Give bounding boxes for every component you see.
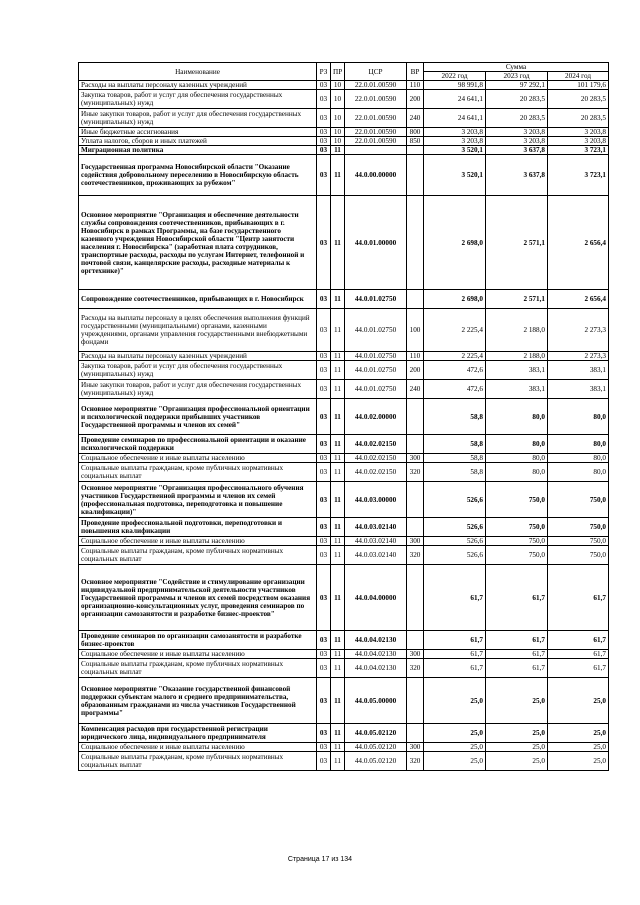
cell-csr: 22.0.01.00590 <box>345 137 407 146</box>
cell-csr: 44.0.05.02120 <box>345 752 407 771</box>
cell-y2: 25,0 <box>486 743 548 752</box>
cell-pr: 11 <box>331 724 345 743</box>
cell-y3: 25,0 <box>548 678 609 724</box>
cell-name: Социальные выплаты гражданам, кроме публичных нормативных социальных выплат <box>79 463 317 482</box>
cell-vr <box>407 155 424 196</box>
cell-csr: 22.0.01.00590 <box>345 128 407 137</box>
cell-y3: 2 656,4 <box>548 196 609 290</box>
cell-y3: 25,0 <box>548 743 609 752</box>
cell-csr: 44.0.01.02750 <box>345 352 407 361</box>
cell-y1: 25,0 <box>424 678 486 724</box>
budget-table <box>78 62 609 771</box>
cell-y1: 61,7 <box>424 565 486 631</box>
cell-pr: 11 <box>331 155 345 196</box>
cell-rz: 03 <box>317 196 331 290</box>
cell-vr: 110 <box>407 81 424 90</box>
cell-y2: 61,7 <box>486 565 548 631</box>
cell-rz: 03 <box>317 631 331 650</box>
cell-rz: 03 <box>317 678 331 724</box>
cell-name: Миграционная политика <box>79 146 317 155</box>
cell-pr: 11 <box>331 399 345 435</box>
cell-name: Социальное обеспечение и иные выплаты населению <box>79 743 317 752</box>
table-row <box>79 361 609 380</box>
cell-vr: 320 <box>407 752 424 771</box>
cell-vr: 100 <box>407 309 424 352</box>
header-sum: Сумма <box>424 63 609 72</box>
cell-vr: 300 <box>407 537 424 546</box>
header-year-2024: 2024 год <box>548 72 609 81</box>
cell-rz: 03 <box>317 81 331 90</box>
cell-name: Проведение семинаров по профессиональной ориентации и оказание психологической поддержки <box>79 435 317 454</box>
cell-rz: 03 <box>317 463 331 482</box>
cell-csr: 44.0.04.00000 <box>345 565 407 631</box>
table-row <box>79 399 609 435</box>
cell-csr: 44.0.02.02150 <box>345 454 407 463</box>
cell-y3: 750,0 <box>548 518 609 537</box>
cell-vr: 240 <box>407 109 424 128</box>
cell-y3: 25,0 <box>548 724 609 743</box>
table-row <box>79 659 609 678</box>
cell-y1: 472,6 <box>424 361 486 380</box>
cell-y3: 3 723,1 <box>548 155 609 196</box>
cell-vr: 200 <box>407 361 424 380</box>
table-row <box>79 90 609 109</box>
table-row <box>79 352 609 361</box>
cell-y3: 2 273,3 <box>548 309 609 352</box>
cell-y1: 24 641,1 <box>424 90 486 109</box>
cell-rz: 03 <box>317 146 331 155</box>
cell-rz: 03 <box>317 724 331 743</box>
cell-rz: 03 <box>317 518 331 537</box>
table-row <box>79 743 609 752</box>
cell-pr: 11 <box>331 435 345 454</box>
cell-y3: 61,7 <box>548 650 609 659</box>
cell-vr: 300 <box>407 454 424 463</box>
cell-pr: 11 <box>331 482 345 518</box>
cell-y3: 20 283,5 <box>548 109 609 128</box>
header-name: Наименование <box>79 63 317 81</box>
cell-name: Социальное обеспечение и иные выплаты населению <box>79 650 317 659</box>
cell-pr: 11 <box>331 309 345 352</box>
cell-name: Расходы на выплаты персоналу казенных учреждений <box>79 352 317 361</box>
cell-csr: 44.0.02.02150 <box>345 463 407 482</box>
cell-y1: 58,8 <box>424 463 486 482</box>
cell-pr: 10 <box>331 90 345 109</box>
cell-name: Социальные выплаты гражданам, кроме публичных нормативных социальных выплат <box>79 546 317 565</box>
cell-rz: 03 <box>317 659 331 678</box>
cell-csr: 22.0.01.00590 <box>345 109 407 128</box>
cell-pr: 10 <box>331 128 345 137</box>
cell-y3: 750,0 <box>548 482 609 518</box>
cell-name: Уплата налогов, сборов и иных платежей <box>79 137 317 146</box>
cell-name: Иные закупки товаров, работ и услуг для обеспечения государственных (муниципальных) нужд <box>79 109 317 128</box>
cell-csr: 44.0.01.00000 <box>345 196 407 290</box>
cell-y3: 383,1 <box>548 361 609 380</box>
cell-y1: 25,0 <box>424 743 486 752</box>
header-year-2022: 2022 год <box>424 72 486 81</box>
cell-y1: 2 225,4 <box>424 309 486 352</box>
cell-y2: 3 203,8 <box>486 128 548 137</box>
cell-y3: 61,7 <box>548 659 609 678</box>
cell-y2: 20 283,5 <box>486 109 548 128</box>
cell-rz: 03 <box>317 743 331 752</box>
table-row <box>79 565 609 631</box>
table-row <box>79 724 609 743</box>
table-row <box>79 454 609 463</box>
cell-vr <box>407 146 424 155</box>
table-row <box>79 650 609 659</box>
cell-csr: 44.0.05.02120 <box>345 724 407 743</box>
cell-pr: 11 <box>331 743 345 752</box>
cell-csr: 44.0.01.02750 <box>345 380 407 399</box>
cell-y3: 61,7 <box>548 631 609 650</box>
cell-y2: 750,0 <box>486 482 548 518</box>
cell-pr: 11 <box>331 352 345 361</box>
cell-pr: 11 <box>331 361 345 380</box>
cell-y2: 750,0 <box>486 518 548 537</box>
cell-y2: 3 637,8 <box>486 146 548 155</box>
cell-y2: 25,0 <box>486 678 548 724</box>
cell-y2: 20 283,5 <box>486 90 548 109</box>
cell-rz: 03 <box>317 155 331 196</box>
cell-y2: 2 571,1 <box>486 196 548 290</box>
cell-y3: 3 203,8 <box>548 137 609 146</box>
table-row <box>79 196 609 290</box>
cell-rz: 03 <box>317 565 331 631</box>
cell-vr: 320 <box>407 659 424 678</box>
cell-pr: 11 <box>331 650 345 659</box>
cell-vr: 320 <box>407 546 424 565</box>
cell-pr: 11 <box>331 537 345 546</box>
cell-name: Социальное обеспечение и иные выплаты населению <box>79 537 317 546</box>
cell-rz: 03 <box>317 128 331 137</box>
cell-pr: 11 <box>331 146 345 155</box>
cell-rz: 03 <box>317 435 331 454</box>
cell-rz: 03 <box>317 537 331 546</box>
cell-vr: 300 <box>407 650 424 659</box>
cell-y1: 61,7 <box>424 659 486 678</box>
cell-y2: 80,0 <box>486 463 548 482</box>
cell-vr: 240 <box>407 380 424 399</box>
table-row <box>79 146 609 155</box>
cell-y1: 58,8 <box>424 399 486 435</box>
header-year-2023: 2023 год <box>486 72 548 81</box>
cell-name: Проведение профессиональной подготовки, переподготовки и повышения квалификации <box>79 518 317 537</box>
cell-y1: 526,6 <box>424 482 486 518</box>
cell-y3: 2 273,3 <box>548 352 609 361</box>
cell-csr: 44.0.03.02140 <box>345 546 407 565</box>
cell-y2: 2 188,0 <box>486 352 548 361</box>
cell-vr <box>407 724 424 743</box>
cell-y3: 383,1 <box>548 380 609 399</box>
cell-y3: 80,0 <box>548 454 609 463</box>
cell-y2: 61,7 <box>486 659 548 678</box>
cell-name: Основное мероприятие "Организация профессионального обучения участников Государственной программы и членов их семей (профессиональная подготовка, переподготовка и повышение квалификации)" <box>79 482 317 518</box>
table-row <box>79 128 609 137</box>
cell-name: Сопровождение соотечественников, прибывающих в г. Новосибирск <box>79 290 317 309</box>
cell-rz: 03 <box>317 309 331 352</box>
table-row <box>79 463 609 482</box>
cell-csr: 44.0.00.00000 <box>345 155 407 196</box>
page-number: Страница 17 из 134 <box>287 856 353 863</box>
table-row <box>79 137 609 146</box>
cell-csr: 44.0.04.02130 <box>345 650 407 659</box>
cell-y3: 750,0 <box>548 537 609 546</box>
cell-vr: 850 <box>407 137 424 146</box>
cell-vr <box>407 678 424 724</box>
cell-rz: 03 <box>317 482 331 518</box>
table-row <box>79 631 609 650</box>
cell-rz: 03 <box>317 109 331 128</box>
table-row <box>79 482 609 518</box>
table-row <box>79 546 609 565</box>
cell-vr: 200 <box>407 90 424 109</box>
cell-pr: 11 <box>331 380 345 399</box>
cell-rz: 03 <box>317 399 331 435</box>
cell-name: Иные бюджетные ассигнования <box>79 128 317 137</box>
cell-pr: 11 <box>331 752 345 771</box>
cell-y1: 526,6 <box>424 537 486 546</box>
cell-y3: 3 723,1 <box>548 146 609 155</box>
cell-vr: 800 <box>407 128 424 137</box>
cell-y2: 61,7 <box>486 650 548 659</box>
cell-y2: 80,0 <box>486 435 548 454</box>
cell-y2: 750,0 <box>486 537 548 546</box>
cell-vr <box>407 435 424 454</box>
header-pr: ПР <box>331 63 345 81</box>
cell-y1: 3 520,1 <box>424 146 486 155</box>
cell-y1: 58,8 <box>424 454 486 463</box>
table-row <box>79 380 609 399</box>
cell-name: Закупка товаров, работ и услуг для обеспечения государственных (муниципальных) нужд <box>79 90 317 109</box>
cell-csr: 44.0.02.02150 <box>345 435 407 454</box>
table-row <box>79 309 609 352</box>
cell-rz: 03 <box>317 454 331 463</box>
cell-y3: 3 203,8 <box>548 128 609 137</box>
table-row <box>79 537 609 546</box>
cell-csr: 44.0.02.00000 <box>345 399 407 435</box>
cell-rz: 03 <box>317 546 331 565</box>
cell-name: Расходы на выплаты персоналу казенных учреждений <box>79 81 317 90</box>
cell-vr <box>407 518 424 537</box>
cell-csr: 44.0.01.02750 <box>345 290 407 309</box>
budget-table-sheet <box>78 62 608 771</box>
cell-csr: 22.0.01.00590 <box>345 90 407 109</box>
cell-y3: 80,0 <box>548 435 609 454</box>
cell-y1: 472,6 <box>424 380 486 399</box>
cell-y1: 2 225,4 <box>424 352 486 361</box>
cell-name: Расходы на выплаты персоналу в целях обеспечения выполнения функций государственными (муниципальными) органами, казенными учреждениями, органами управления государственными внебюджетными фондами <box>79 309 317 352</box>
cell-csr <box>345 146 407 155</box>
cell-name: Социальное обеспечение и иные выплаты населению <box>79 454 317 463</box>
cell-y1: 61,7 <box>424 631 486 650</box>
cell-y1: 98 991,8 <box>424 81 486 90</box>
cell-csr: 44.0.01.02750 <box>345 309 407 352</box>
cell-y1: 58,8 <box>424 435 486 454</box>
cell-csr: 44.0.03.02140 <box>345 518 407 537</box>
cell-y3: 80,0 <box>548 463 609 482</box>
cell-name: Основное мероприятие "Организация профессиональной ориентации и психологической поддержки прибывших участников Государственной программы и членов их семей" <box>79 399 317 435</box>
cell-name: Компенсация расходов при государственной регистрации юридического лица, индивидуального предпринимателя <box>79 724 317 743</box>
table-row <box>79 678 609 724</box>
cell-csr: 44.0.05.02120 <box>345 743 407 752</box>
cell-csr: 44.0.04.02130 <box>345 659 407 678</box>
header-vr: ВР <box>407 63 424 81</box>
cell-rz: 03 <box>317 361 331 380</box>
cell-y3: 750,0 <box>548 546 609 565</box>
cell-name: Государственная программа Новосибирской области "Оказание содействия добровольному переселению в Новосибирскую область соотечественников, проживающих за рубежом" <box>79 155 317 196</box>
cell-pr: 10 <box>331 137 345 146</box>
cell-y1: 25,0 <box>424 724 486 743</box>
table-row <box>79 81 609 90</box>
cell-y1: 2 698,0 <box>424 196 486 290</box>
cell-y3: 25,0 <box>548 752 609 771</box>
cell-y1: 3 203,8 <box>424 137 486 146</box>
cell-y2: 80,0 <box>486 399 548 435</box>
cell-csr: 22.0.01.00590 <box>345 81 407 90</box>
cell-vr <box>407 399 424 435</box>
cell-name: Социальные выплаты гражданам, кроме публичных нормативных социальных выплат <box>79 752 317 771</box>
cell-pr: 11 <box>331 546 345 565</box>
cell-y3: 80,0 <box>548 399 609 435</box>
cell-pr: 11 <box>331 631 345 650</box>
cell-vr: 320 <box>407 463 424 482</box>
cell-rz: 03 <box>317 380 331 399</box>
cell-vr: 300 <box>407 743 424 752</box>
cell-y1: 2 698,0 <box>424 290 486 309</box>
cell-csr: 44.0.04.02130 <box>345 631 407 650</box>
header-rz: РЗ <box>317 63 331 81</box>
cell-y1: 24 641,1 <box>424 109 486 128</box>
cell-pr: 11 <box>331 454 345 463</box>
cell-y1: 61,7 <box>424 650 486 659</box>
cell-y2: 383,1 <box>486 380 548 399</box>
table-row <box>79 155 609 196</box>
cell-y2: 25,0 <box>486 724 548 743</box>
table-row <box>79 752 609 771</box>
cell-y2: 3 637,8 <box>486 155 548 196</box>
cell-vr <box>407 196 424 290</box>
cell-y2: 80,0 <box>486 454 548 463</box>
cell-y1: 3 203,8 <box>424 128 486 137</box>
cell-y3: 61,7 <box>548 565 609 631</box>
cell-y3: 101 179,6 <box>548 81 609 90</box>
cell-rz: 03 <box>317 650 331 659</box>
cell-y2: 383,1 <box>486 361 548 380</box>
cell-y2: 750,0 <box>486 546 548 565</box>
cell-y2: 2 188,0 <box>486 309 548 352</box>
cell-pr: 11 <box>331 565 345 631</box>
cell-pr: 10 <box>331 109 345 128</box>
cell-y2: 61,7 <box>486 631 548 650</box>
cell-csr: 44.0.03.02140 <box>345 537 407 546</box>
table-body <box>79 81 609 771</box>
cell-name: Иные закупки товаров, работ и услуг для обеспечения государственных (муниципальных) нужд <box>79 380 317 399</box>
cell-name: Закупка товаров, работ и услуг для обеспечения государственных (муниципальных) нужд <box>79 361 317 380</box>
cell-name: Основное мероприятие "Организация и обеспечение деятельности службы сопровождения соотечественников, прибывающих в г. Новосибирск в рамках Программы, на базе государственного казенного учреждения Новосибирской области "Центр занятости населения г. Новосибирска" (заработная плата сотрудников, транспортные расходы, расходы по услугам Интернет, телефонной и почтовой связи, канцелярские расходы, расходные материалы к оргтехнике)" <box>79 196 317 290</box>
cell-pr: 11 <box>331 463 345 482</box>
header-csr: ЦСР <box>345 63 407 81</box>
cell-pr: 11 <box>331 290 345 309</box>
cell-pr: 11 <box>331 659 345 678</box>
cell-vr <box>407 482 424 518</box>
cell-pr: 11 <box>331 196 345 290</box>
cell-y1: 25,0 <box>424 752 486 771</box>
cell-csr: 44.0.05.00000 <box>345 678 407 724</box>
cell-y2: 25,0 <box>486 752 548 771</box>
cell-rz: 03 <box>317 290 331 309</box>
cell-rz: 03 <box>317 352 331 361</box>
table-row <box>79 290 609 309</box>
cell-name: Основное мероприятие "Содействие и стимулирование организации индивидуальной предпринимательской деятельности участников Государственной программы и членов их семей посредством оказания организационно-консультационных услуг, проведения семинаров по организации самозанятости и разработке бизнес-проектов" <box>79 565 317 631</box>
cell-name: Основное мероприятие "Оказание государственной финансовой поддержки субъектам малого и среднего предпринимательства, образованным гражданами из числа участников Государственной программы" <box>79 678 317 724</box>
cell-name: Проведение семинаров по организации самозанятости и разработке бизнес-проектов <box>79 631 317 650</box>
cell-y1: 526,6 <box>424 518 486 537</box>
cell-y2: 3 203,8 <box>486 137 548 146</box>
cell-y2: 2 571,1 <box>486 290 548 309</box>
cell-vr <box>407 631 424 650</box>
cell-vr <box>407 290 424 309</box>
cell-csr: 44.0.01.02750 <box>345 361 407 380</box>
cell-y1: 3 520,1 <box>424 155 486 196</box>
cell-name: Социальные выплаты гражданам, кроме публичных нормативных социальных выплат <box>79 659 317 678</box>
table-row <box>79 435 609 454</box>
cell-vr <box>407 565 424 631</box>
cell-pr: 11 <box>331 518 345 537</box>
cell-y3: 2 656,4 <box>548 290 609 309</box>
cell-csr: 44.0.03.00000 <box>345 482 407 518</box>
cell-y3: 20 283,5 <box>548 90 609 109</box>
cell-vr: 110 <box>407 352 424 361</box>
cell-pr: 11 <box>331 678 345 724</box>
cell-rz: 03 <box>317 90 331 109</box>
table-row <box>79 109 609 128</box>
cell-rz: 03 <box>317 137 331 146</box>
cell-pr: 10 <box>331 81 345 90</box>
cell-y1: 526,6 <box>424 546 486 565</box>
cell-rz: 03 <box>317 752 331 771</box>
table-row <box>79 518 609 537</box>
cell-y2: 97 292,1 <box>486 81 548 90</box>
